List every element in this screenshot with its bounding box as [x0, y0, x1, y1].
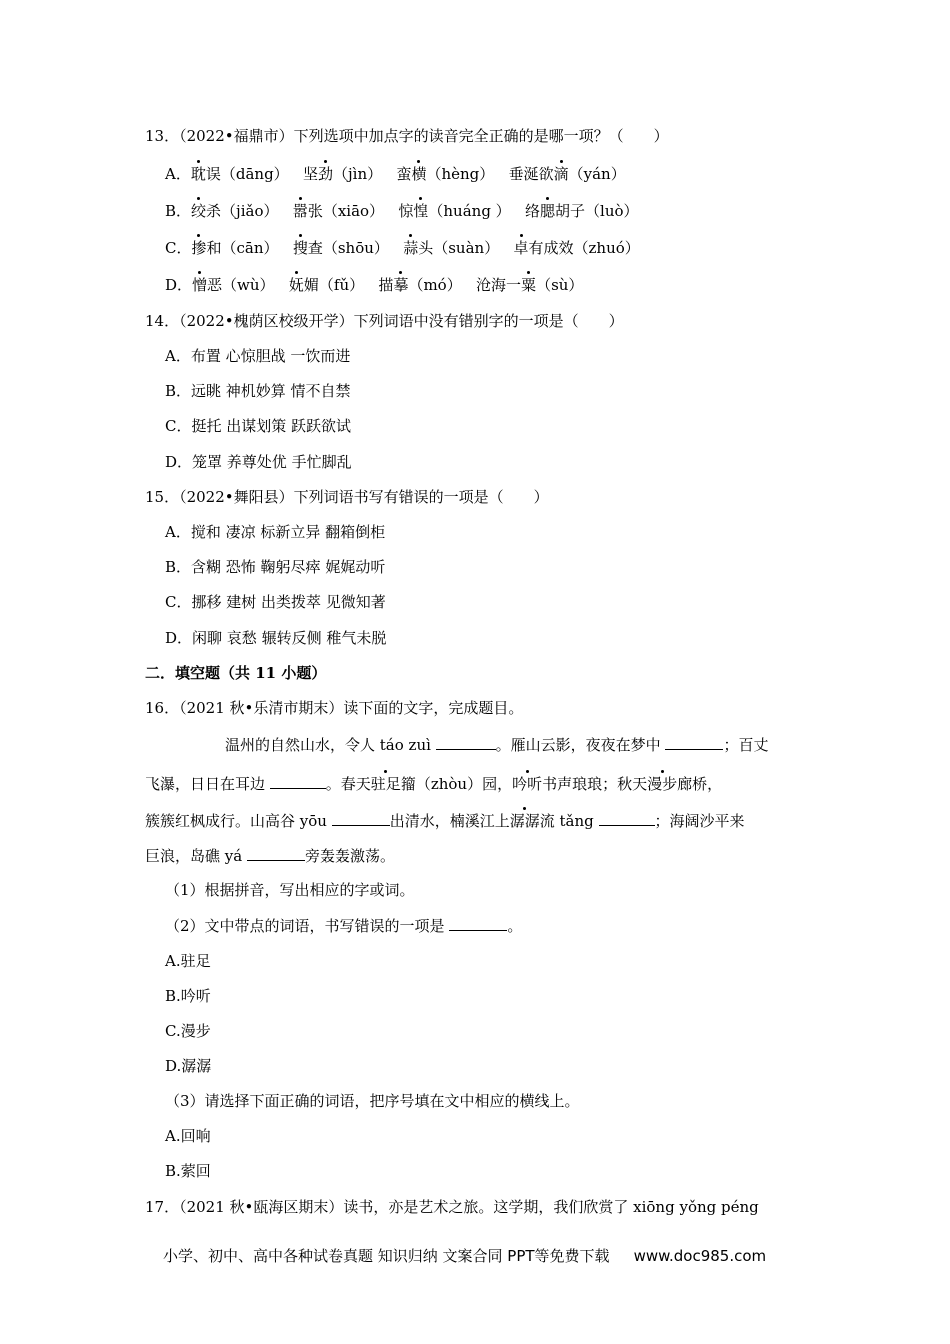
q16-sub-2 — [165, 915, 522, 936]
passage-text: 旁轰轰激荡。 — [304, 847, 395, 865]
q16-sub-2-option-a: A.驻足 — [165, 952, 211, 970]
passage-text: ；百丈 — [723, 736, 769, 754]
q16-passage-line-3 — [145, 810, 745, 831]
dotted-word: 吟听 — [512, 775, 543, 793]
word-text: 络 — [525, 202, 541, 220]
dotted-char: 掺 — [191, 239, 207, 257]
dotted-char: 蒜 — [403, 239, 419, 257]
q16-passage-line-2 — [145, 773, 722, 794]
dotted-char: 腮 — [540, 202, 556, 220]
q16-stem: 16．（2021 秋•乐清市期末）读下面的文字，完成题目。 — [145, 699, 524, 717]
q13-option-a — [165, 164, 626, 184]
dotted-char: 劲 — [318, 165, 334, 183]
word-text: 胡子（luò） — [555, 202, 639, 220]
passage-text: 廊桥， — [677, 775, 723, 793]
option-label: D． — [165, 276, 193, 294]
passage-text: 飞瀑，日日在耳边 — [145, 775, 270, 793]
word-text: （mó） — [408, 276, 462, 294]
passage-text: 书声琅琅；秋天 — [542, 775, 648, 793]
dotted-char: 横 — [411, 165, 427, 183]
q15-option-b: B．含糊 恐怖 鞠躬尽瘁 娓娓动听 — [165, 558, 386, 576]
passage-text: 巨浪，岛礁 yá — [145, 847, 247, 865]
dotted-char: 摹 — [393, 276, 409, 294]
sub-question-text: （2）文中带点的词语，书写错误的一项是 — [165, 917, 450, 935]
word-text: （jìn） — [333, 165, 383, 183]
dotted-word: 潺潺 — [509, 812, 540, 830]
q15-option-a: A．搅和 凄凉 标新立异 翻箱倒柜 — [165, 523, 386, 541]
word-text: （huáng ） — [428, 202, 511, 220]
passage-text: 。雁山云影，夜夜在梦中 — [495, 736, 666, 754]
answer-blank[interactable] — [332, 810, 390, 826]
q13-option-d — [165, 275, 583, 295]
dotted-char: 嚣 — [292, 202, 308, 220]
word-text: 和（cān） — [206, 239, 279, 257]
word-text: 恶（wù） — [207, 276, 275, 294]
word-text: 蛮 — [396, 165, 412, 183]
q15-stem: 15．（2022•舞阳县）下列词语书写有错误的一项是（ ） — [145, 488, 549, 506]
answer-blank[interactable] — [436, 734, 496, 750]
q13-option-b — [165, 201, 639, 221]
q16-sub-3-option-a: A.回响 — [165, 1127, 211, 1145]
q16-sub-2-option-c: C.漫步 — [165, 1022, 211, 1040]
dotted-word: 驻足 — [370, 775, 401, 793]
word-text: 误（dāng） — [205, 165, 289, 183]
dotted-char: 绞 — [191, 202, 207, 220]
footer-text: 小学、初中、高中各种试卷真题 知识归纳 文案合同 PPT等免费下载 — [163, 1247, 610, 1265]
passage-text: 出清水，楠溪江上 — [389, 812, 510, 830]
dotted-char: 滴 — [553, 165, 569, 183]
word-text: 有成效（zhuó） — [528, 239, 640, 257]
page-footer — [163, 1245, 766, 1266]
section-heading: 二．填空题（共 11 小题） — [145, 664, 327, 682]
q14-stem: 14．（2022•槐荫区校级开学）下列词语中没有错别字的一项是（ ） — [145, 312, 624, 330]
q13-stem: 13．（2022•福鼎市）下列选项中加点字的读音完全正确的是哪一项？（ ） — [145, 127, 669, 145]
word-text: 坚 — [302, 165, 318, 183]
q16-sub-1: （1）根据拼音，写出相应的字或词。 — [165, 881, 415, 899]
q16-sub-3: （3）请选择下面正确的词语，把序号填在文中相应的横线上。 — [165, 1092, 580, 1110]
q13-option-c — [165, 238, 640, 258]
passage-text: 簇簇红枫成行。山高谷 yōu — [145, 812, 332, 830]
dotted-char: 妩 — [288, 276, 304, 294]
word-text: 查（shōu） — [307, 239, 389, 257]
word-text: 垂涎欲 — [508, 165, 554, 183]
q15-option-d: D．闲聊 哀愁 辗转反侧 稚气未脱 — [165, 629, 387, 647]
word-text: 张（xiāo） — [307, 202, 385, 220]
answer-blank[interactable] — [449, 915, 507, 931]
q15-option-c: C．挪移 建树 出类拨萃 见微知著 — [165, 593, 386, 611]
dotted-char: 搜 — [292, 239, 308, 257]
dotted-char: 耽 — [190, 165, 206, 183]
word-text: 沧海一 — [476, 276, 522, 294]
passage-text: 。春天 — [325, 775, 371, 793]
answer-blank[interactable] — [270, 773, 326, 789]
sub-question-text: 。 — [507, 917, 523, 935]
dotted-char: 惶 — [413, 202, 429, 220]
answer-blank[interactable] — [247, 845, 305, 861]
passage-text: 流 tǎng — [539, 812, 599, 830]
q14-option-b: B．远眺 神机妙算 情不自禁 — [165, 382, 351, 400]
option-label: B． — [165, 202, 192, 220]
option-label: C． — [165, 239, 192, 257]
q14-option-d: D．笼罩 养尊处优 手忙脚乱 — [165, 453, 352, 471]
q16-sub-3-option-b: B.萦回 — [165, 1162, 211, 1180]
dotted-char: 卓 — [513, 239, 529, 257]
word-text: 媚（fǔ） — [303, 276, 365, 294]
option-label: A． — [165, 165, 191, 183]
answer-blank[interactable] — [599, 810, 655, 826]
word-text: 描 — [378, 276, 394, 294]
footer-site-link[interactable]: www.doc985.com — [633, 1247, 767, 1265]
q16-passage-line-1 — [225, 734, 768, 755]
q14-option-c: C．挺托 出谋划策 跃跃欲试 — [165, 417, 352, 435]
passage-text: 温州的自然山水，令人 táo zuì — [225, 736, 436, 754]
q16-sub-2-option-b: B.吟听 — [165, 987, 211, 1005]
word-text: （yán） — [568, 165, 626, 183]
dotted-char: 憎 — [192, 276, 208, 294]
dotted-char: 粟 — [521, 276, 537, 294]
dotted-word: 漫步 — [647, 775, 678, 793]
passage-text: 籀（zhòu）园， — [400, 775, 513, 793]
word-text: （sù） — [536, 276, 584, 294]
q16-sub-2-option-d: D.潺潺 — [165, 1057, 212, 1075]
passage-text: ；海阔沙平来 — [654, 812, 745, 830]
q17-stem: 17．（2021 秋•瓯海区期末）读书，亦是艺术之旅。这学期，我们欣赏了 xiōng yǒng péng — [145, 1198, 759, 1216]
q16-passage-line-4 — [145, 845, 395, 866]
word-text: 头（suàn） — [418, 239, 500, 257]
answer-blank[interactable] — [665, 734, 723, 750]
word-text: 惊 — [398, 202, 414, 220]
word-text: （hèng） — [426, 165, 495, 183]
q14-option-a: A．布置 心惊胆战 一饮而进 — [165, 347, 351, 365]
word-text: 杀（jiǎo） — [206, 202, 279, 220]
